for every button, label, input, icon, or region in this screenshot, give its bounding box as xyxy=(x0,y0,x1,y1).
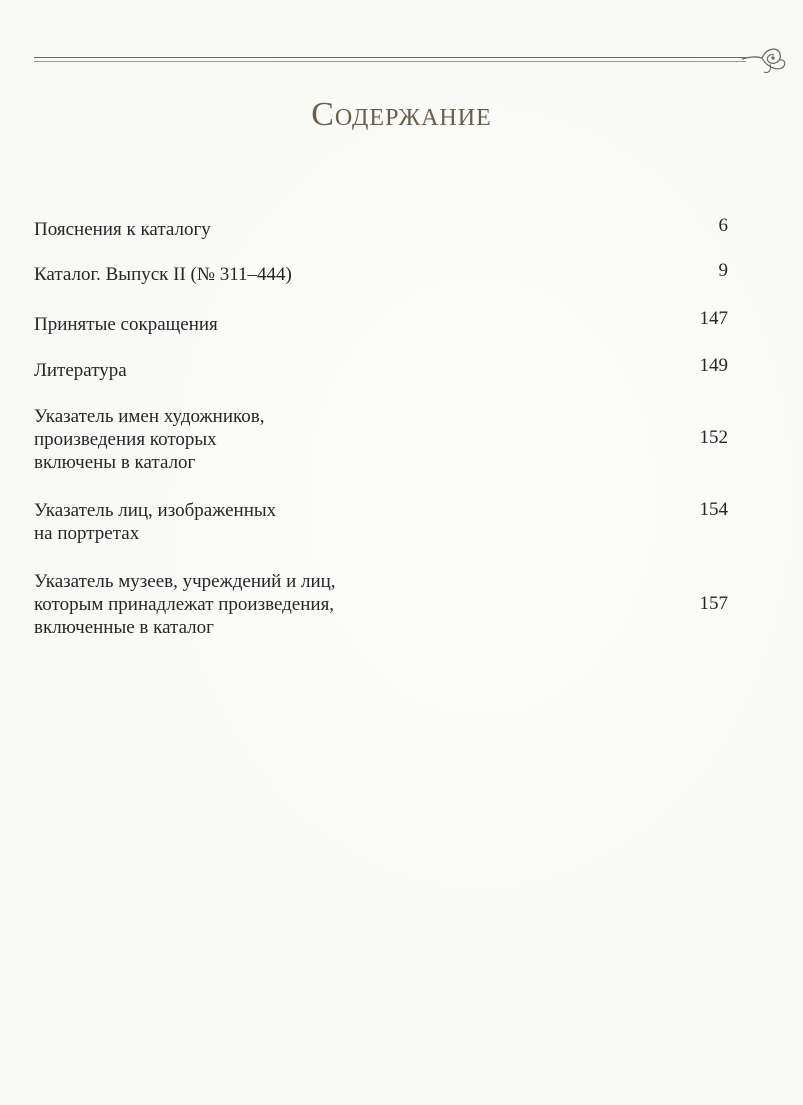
toc-entry-title: Указатель музеев, учреждений и лиц, которым принадлежат произведения, включенные в каталог xyxy=(34,571,336,638)
toc-entry-title: Указатель лиц, изображенных на портретах xyxy=(34,500,277,544)
header-rule-thin xyxy=(34,61,746,62)
toc-entry-page: 9 xyxy=(718,260,728,281)
toc-entry-page: 149 xyxy=(699,355,728,376)
toc-entry-page: 147 xyxy=(699,308,728,329)
toc-entry-title: Литература xyxy=(34,360,127,381)
toc-entry-page: 152 xyxy=(699,427,728,448)
toc-entry-title: Пояснения к каталогу xyxy=(34,219,211,240)
page-title: Содержание xyxy=(311,96,492,133)
toc-entry-page: 154 xyxy=(699,499,728,520)
header-rule xyxy=(34,57,746,58)
toc-entry-title: Принятые сокращения xyxy=(34,314,218,335)
toc-entry-page: 157 xyxy=(699,593,728,614)
flourish-ornament-icon xyxy=(740,42,788,76)
toc-entry-title: Каталог. Выпуск II (№ 311–444) xyxy=(34,264,292,285)
toc-entry-page: 6 xyxy=(718,215,728,236)
toc-entry-title: Указатель имен художников, произведения которых включены в каталог xyxy=(34,406,265,473)
